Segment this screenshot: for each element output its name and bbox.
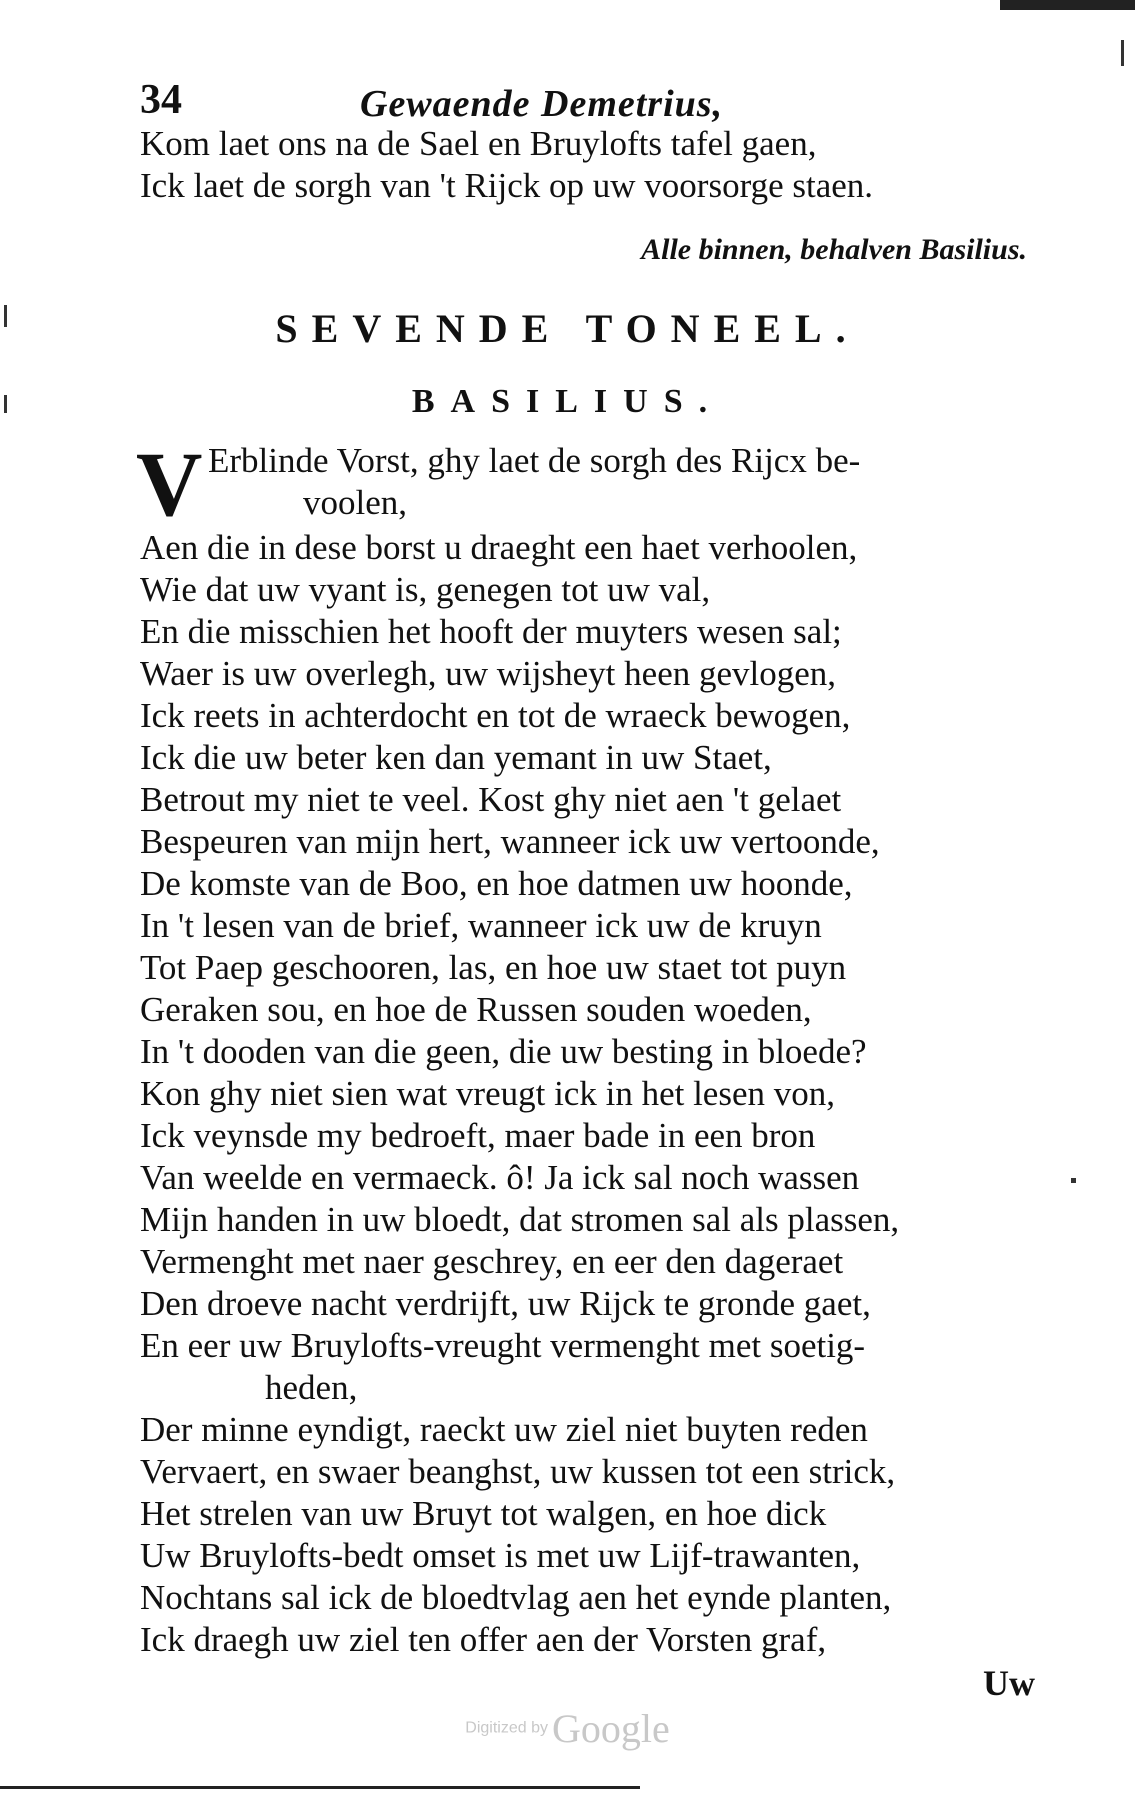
verse-line: En eer uw Bruylofts-vreught vermenght met soetig- — [140, 1326, 866, 1365]
drop-cap: V — [136, 433, 203, 535]
verse-line: Tot Paep geschooren, las, en hoe uw staet tot puyn — [140, 948, 847, 987]
scan-edge-mark — [1000, 0, 1135, 10]
verse-line: Aen die in dese borst u draeght een haet verhoolen, — [140, 528, 858, 567]
verse-line: Van weelde en vermaeck. ô! Ja ick sal noch wassen — [140, 1158, 860, 1197]
verse-line: Nochtans sal ick de bloedtvlag aen het eynde planten, — [140, 1578, 892, 1617]
running-title: Gewaende Demetrius, — [360, 83, 724, 125]
verse-line: In 't dooden van die geen, die uw besting in bloede? — [140, 1032, 867, 1071]
scan-speck — [1121, 40, 1124, 66]
verse-line: Ick laet de sorgh van 't Rijck op uw voorsorge staen. — [140, 166, 874, 205]
scene-heading: SEVENDE TONEEL. — [275, 306, 860, 351]
verse-line: Waer is uw overlegh, uw wijsheyt heen gevlogen, — [140, 654, 837, 693]
verse-line-first: Erblinde Vorst, ghy laet de sorgh des Rijcx be- — [208, 441, 861, 480]
catchword: Uw — [983, 1663, 1035, 1703]
verse-line: En die misschien het hooft der muyters wesen sal; — [140, 612, 842, 651]
verse-line: Kon ghy niet sien wat vreugt ick in het lesen von, — [140, 1074, 835, 1113]
verse-line: De komste van de Boo, en hoe datmen uw hoonde, — [140, 864, 853, 903]
verse-line: Ick reets in achterdocht en tot de wraeck bewogen, — [140, 696, 851, 735]
verse-line: Kom laet ons na de Sael en Bruylofts tafel gaen, — [140, 124, 817, 163]
verse-line: Ick draegh uw ziel ten offer aen der Vorsten graf, — [140, 1620, 827, 1659]
page-number: 34 — [140, 77, 182, 123]
verse-line-continuation: voolen, — [303, 483, 408, 522]
verse-line: Bespeuren van mijn hert, wanneer ick uw vertoonde, — [140, 822, 880, 861]
speaker-name: BASILIUS. — [411, 383, 724, 420]
verse-line: In 't lesen van de brief, wanneer ick uw de kruyn — [140, 906, 822, 945]
scan-speck — [4, 305, 7, 327]
scan-edge-mark — [0, 1786, 640, 1789]
verse-line: Vermenght met naer geschrey, en eer den dageraet — [140, 1242, 844, 1281]
watermark-brand: Google — [551, 1706, 670, 1751]
verse-line: Wie dat uw vyant is, genegen tot uw val, — [140, 570, 711, 609]
verse-line: Der minne eyndigt, raeckt uw ziel niet buyten reden — [140, 1410, 868, 1449]
verse-line-continuation: heden, — [265, 1368, 358, 1407]
verse-line: Mijn handen in uw bloedt, dat stromen sal als plassen, — [140, 1200, 900, 1239]
verse-line: Ick veynsde my bedroeft, maer bade in een bron — [140, 1116, 816, 1155]
scan-speck — [4, 395, 7, 413]
verse-line: Ick die uw beter ken dan yemant in uw Staet, — [140, 738, 772, 777]
scan-speck — [1071, 1178, 1076, 1183]
verse-line: Betrout my niet te veel. Kost ghy niet aen 't gelaet — [140, 780, 842, 819]
verse-line: Vervaert, en swaer beanghst, uw kussen tot een strick, — [140, 1452, 896, 1491]
digitization-watermark — [0, 1705, 1135, 1752]
stage-direction: Alle binnen, behalven Basilius. — [641, 233, 1027, 266]
running-head — [130, 76, 1030, 126]
watermark-prefix: Digitized by — [465, 1719, 548, 1737]
verse-line: Het strelen van uw Bruyt tot walgen, en hoe dick — [140, 1494, 827, 1533]
verse-line: Geraken sou, en hoe de Russen souden woeden, — [140, 990, 812, 1029]
verse-line: Uw Bruylofts-bedt omset is met uw Lijf-trawanten, — [140, 1536, 861, 1575]
verse-line: Den droeve nacht verdrijft, uw Rijck te gronde gaet, — [140, 1284, 871, 1323]
